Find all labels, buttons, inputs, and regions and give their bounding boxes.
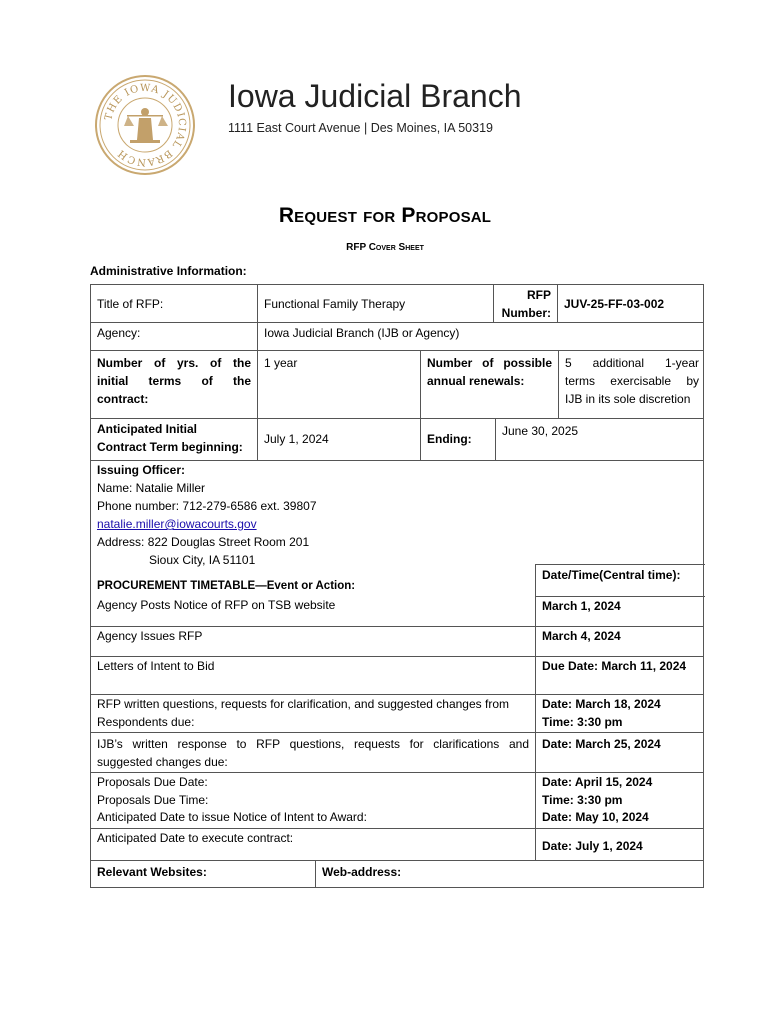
- issuing-officer-label: Issuing Officer:: [97, 463, 186, 477]
- renewals-label: Number of possible annual renewals:: [420, 351, 558, 418]
- timetable-row: [90, 772, 704, 828]
- title-value: Functional Family Therapy: [257, 285, 493, 322]
- relevant-websites-label: Relevant Websites:: [97, 865, 207, 879]
- ending-label: Ending:: [420, 419, 495, 460]
- renewals-value: 5 additional 1-year terms exercisable by IJB in its sole discretion: [558, 351, 705, 418]
- years-label: Number of yrs. of the initial terms of the contract:: [97, 356, 251, 406]
- officer-address-line-1: Address: 822 Douglas Street Room 201: [97, 535, 310, 549]
- officer-address-line-2: Sioux City, IA 51101: [149, 553, 256, 567]
- org-address: 1111 East Court Avenue | Des Moines, IA 50319: [228, 121, 493, 135]
- timetable-date: Date: March 18, 2024 Time: 3:30 pm: [535, 695, 705, 732]
- document-subtitle: RFP Cover Sheet: [346, 242, 424, 253]
- row-terms: [90, 350, 704, 418]
- timetable-event: Anticipated Date to execute contract:: [97, 831, 294, 845]
- timetable-event: Agency Posts Notice of RFP on TSB website: [97, 598, 336, 612]
- rfp-cover-table: [90, 284, 704, 888]
- timetable-row: [90, 828, 704, 860]
- timetable-row: [90, 656, 704, 694]
- term-begin-label: Anticipated Initial Contract Term beginning:: [97, 422, 243, 454]
- officer-name: Name: Natalie Miller: [97, 481, 206, 495]
- officer-phone: Phone number: 712-279-6586 ext. 39807: [97, 499, 317, 513]
- timetable-event: IJB’s written response to RFP questions, requests for clarifications and suggested changes due:: [97, 737, 529, 769]
- agency-value: Iowa Judicial Branch (IJB or Agency): [257, 323, 705, 350]
- timetable-date: Date: July 1, 2024: [535, 829, 705, 860]
- row-contract-term: [90, 418, 704, 460]
- row-agency: [90, 322, 704, 350]
- officer-email-link[interactable]: natalie.miller@iowacourts.gov: [97, 517, 257, 531]
- timetable-row: [90, 694, 704, 732]
- timetable-date: March 1, 2024: [535, 596, 705, 626]
- administrative-info-label: Administrative Information:: [90, 264, 247, 278]
- issuing-officer-block: [91, 461, 705, 567]
- timetable-event: RFP written questions, requests for clarification, and suggested changes from Respondents due:: [97, 697, 509, 729]
- timetable-date: Due Date: March 11, 2024: [535, 657, 705, 694]
- web-address-label: Web-address:: [315, 861, 705, 887]
- court-seal-logo: [94, 74, 196, 176]
- title-label: Title of RFP:: [97, 297, 164, 311]
- timetable-date: Date: March 25, 2024: [535, 733, 705, 772]
- timetable-event: Proposals Due Date: Proposals Due Time: Anticipated Date to issue Notice of Intent to Award:: [97, 775, 367, 824]
- row-websites: [90, 860, 704, 888]
- org-name: Iowa Judicial Branch: [228, 78, 522, 114]
- timetable-date-header: Date/Time(Central time):: [535, 564, 705, 596]
- timetable-row: [90, 626, 704, 656]
- timetable-row: [90, 596, 704, 626]
- document-title: Request for Proposal: [278, 204, 492, 227]
- timetable-event: Agency Issues RFP: [97, 629, 203, 643]
- term-begin-value: July 1, 2024: [257, 419, 420, 460]
- years-value: 1 year: [257, 351, 420, 418]
- timetable-event-header: PROCUREMENT TIMETABLE—Event or Action:: [97, 580, 356, 592]
- rfp-number-label: RFP Number:: [493, 285, 557, 322]
- timetable-date: Date: April 15, 2024 Time: 3:30 pm Date: May 10, 2024: [535, 773, 705, 828]
- ending-value: June 30, 2025: [495, 419, 705, 460]
- row-issuing-officer: [90, 460, 704, 567]
- timetable-header-row: [90, 564, 704, 596]
- row-title: [90, 284, 704, 322]
- svg-text:THE IOWA JUDICIAL BRANCH: THE IOWA JUDICIAL BRANCH: [103, 82, 188, 168]
- timetable-row: [90, 732, 704, 772]
- timetable-event: Letters of Intent to Bid: [97, 659, 215, 673]
- timetable-date: March 4, 2024: [535, 627, 705, 656]
- agency-label: Agency:: [97, 326, 141, 340]
- rfp-number-value: JUV-25-FF-03-002: [557, 285, 705, 322]
